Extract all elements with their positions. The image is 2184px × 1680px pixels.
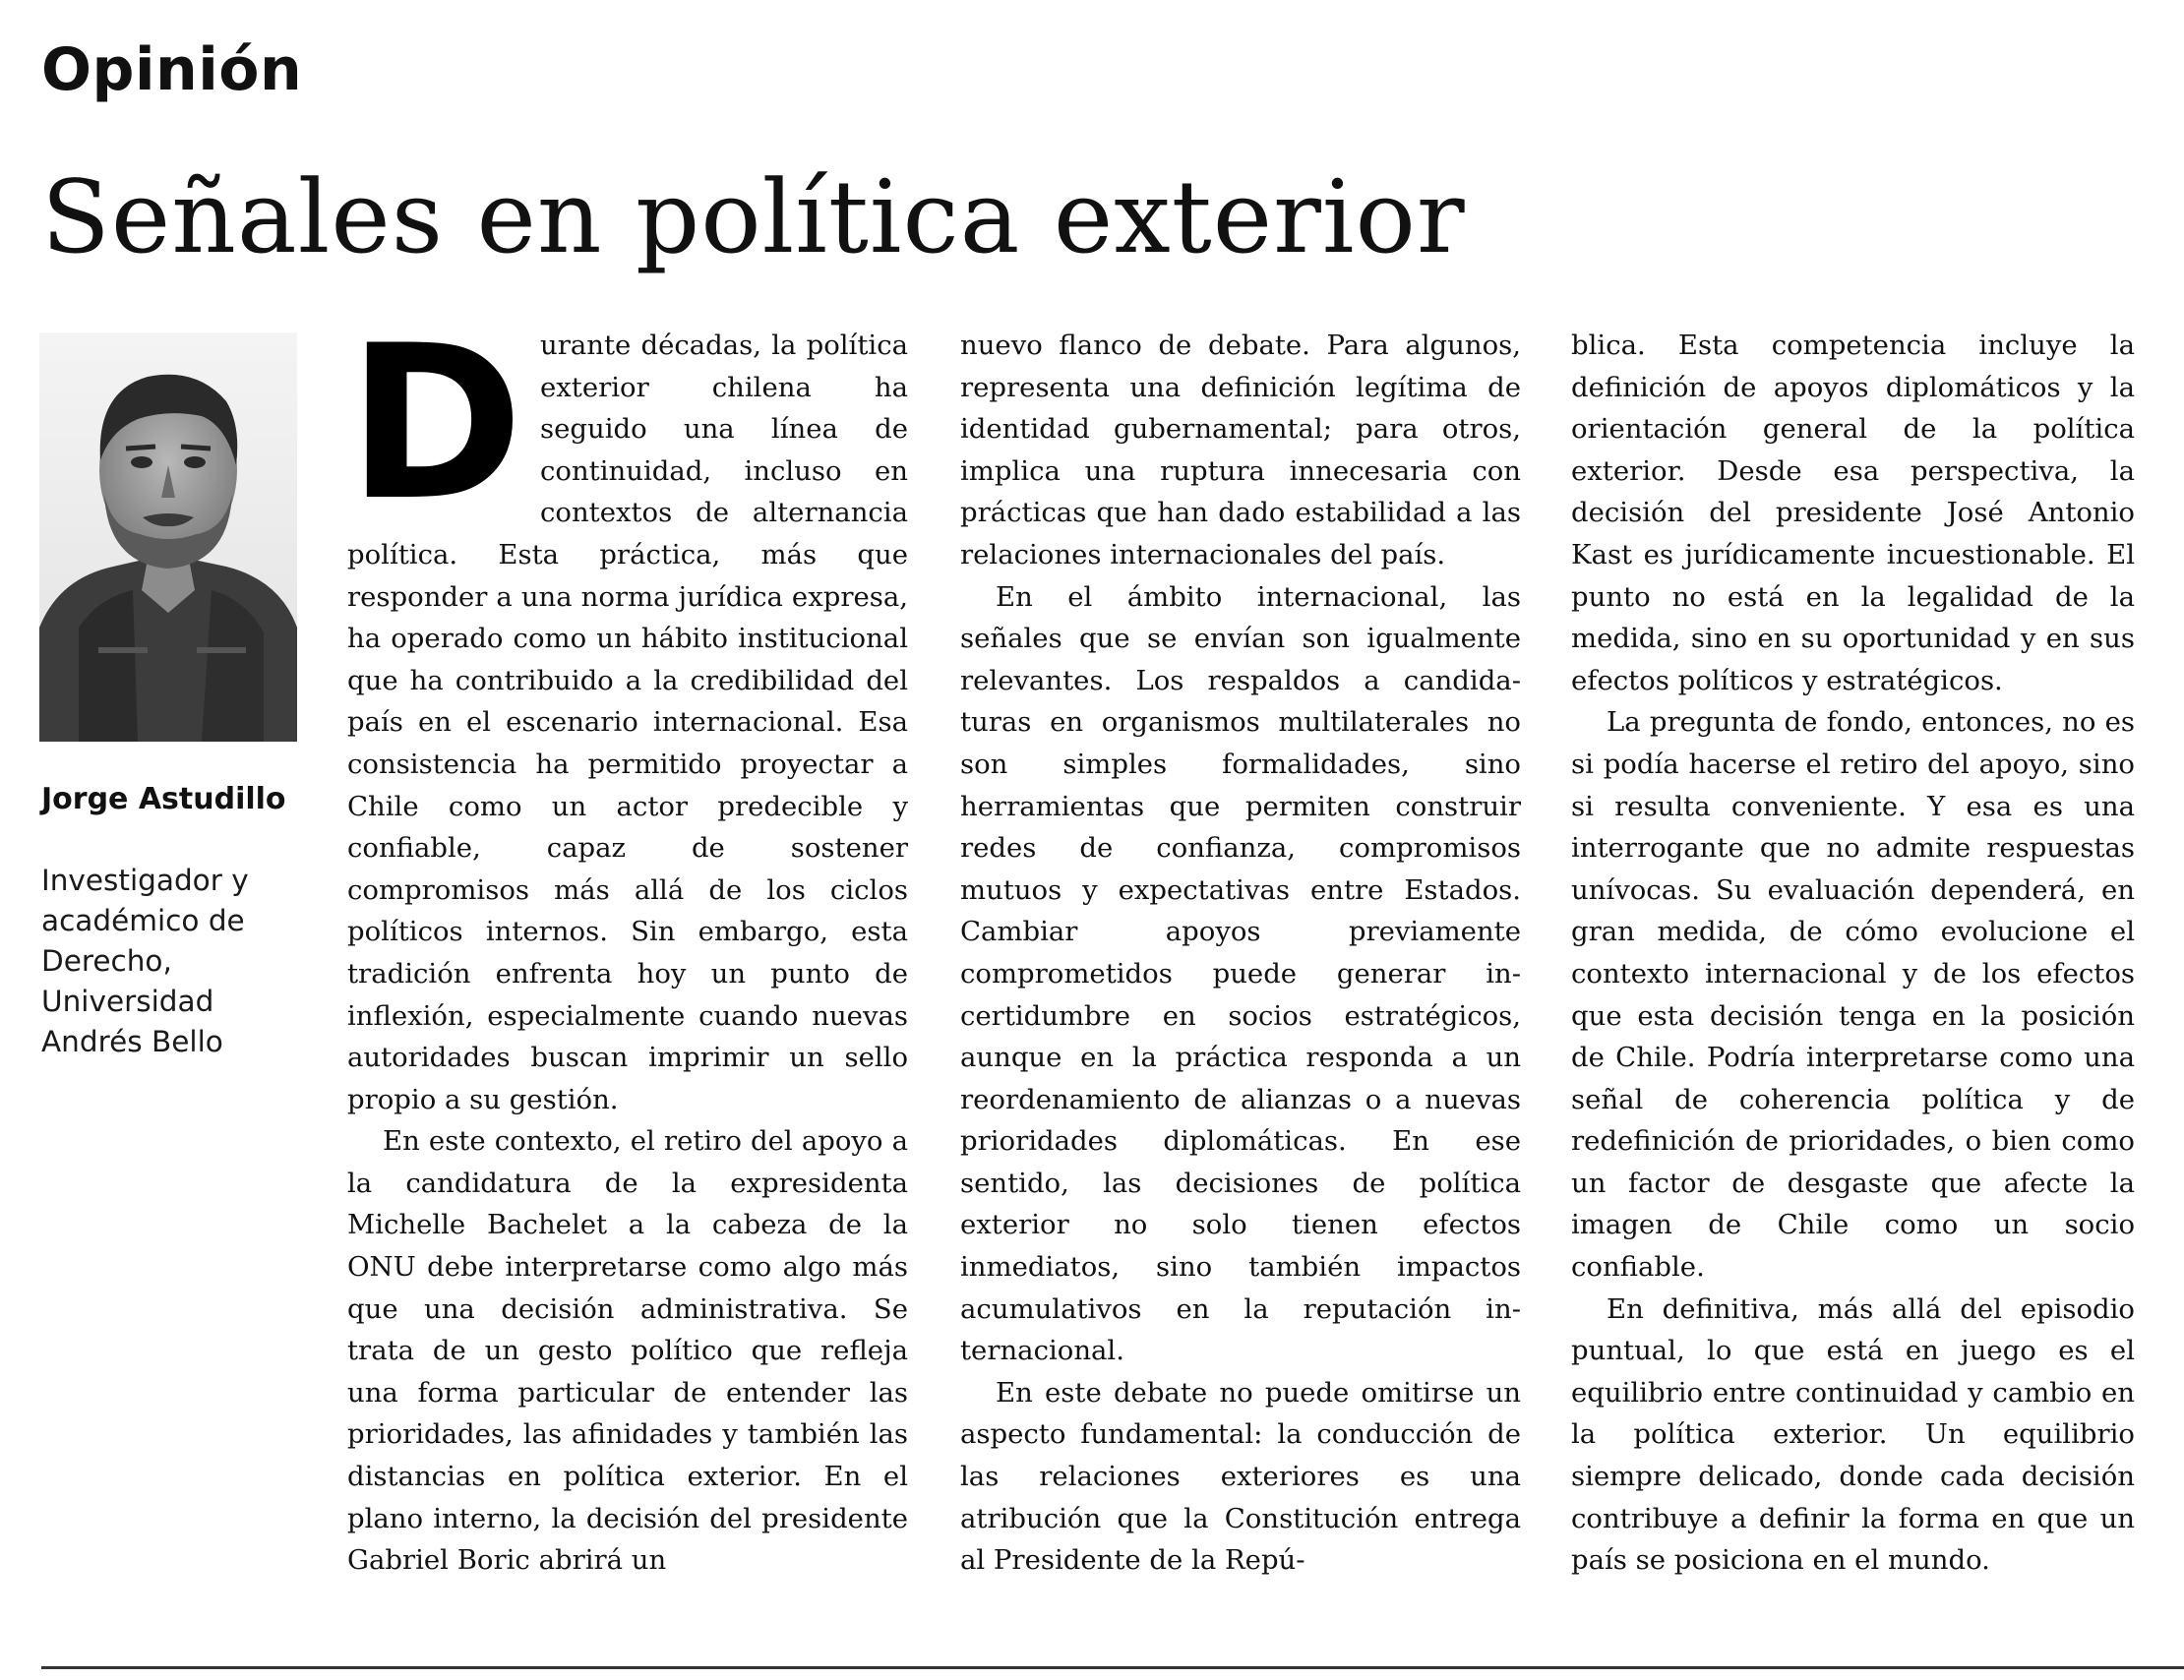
paragraph-3: En el ámbito internacional, las señales que se envían son igualmente relevantes. Los respaldos a candidaturas en organismos multilaterales no son simples formalidades, sino herramientas que permiten construir redes de confianza, compromisos mutuos y expectativas entre Estados. Cambiar apoyos previamente comprometidos puede generar incertidumbre en socios estratégicos, aunque en la práctica responda a un reordenamiento de alianzas o a nuevas prioridades diplomáticas. En ese sentido, las decisiones de política exterior no solo tienen efectos inmediatos, sino también impactos acumulativos en la reputación internacional. — [960, 580, 1521, 1367]
paragraph-2: En este contexto, el retiro del apoyo a la candidatura de la expresidenta Michelle Bachelet a la cabeza de la ONU debe interpretarse como algo más que una decisión administrativa. Se trata de un gesto político que refleja una forma particular de entender las prioridades, las afinidades y también las distancias en política exterior. En el plano interno, la decisión del presidente Gabriel Boric abrirá un — [347, 1125, 908, 1577]
article-column-3 — [1571, 325, 2135, 1582]
section-label: Opinión — [41, 35, 303, 104]
paragraph-4: En este debate no puede omitirse un aspecto fundamental: la conducción de las relaciones exteriores es una atribución que la Constitución entrega al Presidente de la Repú- — [960, 1376, 1521, 1577]
article-column-2 — [960, 325, 1521, 1582]
article-column-1 — [347, 300, 908, 1582]
paragraph-1 — [347, 300, 908, 1120]
paragraph-4-continued: blica. Esta competencia incluye la definición de apoyos diplomáticos y la orientación general de la política exterior. Desde esa perspectiva, la decisión del presidente José Antonio Kast es jurídicamente incuestionable. El punto no está en la legalidad de la medida, sino en su oportunidad y en sus efectos políticos y estratégicos. — [1571, 330, 2135, 696]
author-portrait-icon — [39, 332, 297, 742]
author-role: Investigador y académico de Derecho, Universidad Andrés Bello — [41, 864, 249, 1058]
headline: Señales en política exterior — [41, 159, 1466, 276]
drop-cap: D — [347, 300, 524, 547]
bottom-divider — [41, 1666, 2184, 1669]
paragraph-2-continued: nuevo flanco de debate. Para algunos, representa una definición legítima de identidad gubernamental; para otros, implica una ruptura innecesaria con prácticas que han dado estabilidad a las relaciones internacionales del país. — [960, 330, 1521, 570]
author-name: Jorge Astudillo — [41, 782, 286, 816]
paragraph-6: En definitiva, más allá del episodio puntual, lo que está en juego es el equilibrio entre continuidad y cambio en la política exterior. Un equilibrio siempre delicado, donde cada decisión contribuye a definir la forma en que un país se posiciona en el mundo. — [1571, 1292, 2135, 1577]
paragraph-1-text: urante décadas, la política exterior chilena ha seguido una línea de continuidad, incluso en contextos de alternancia política. Esta práctica, más que responder a una norma jurídica expresa, ha operado como un hábito institucional que ha contribuido a la credibilidad del país en el escenario internacional. Esa consistencia ha permitido proyectar a Chile como un actor predecible y confiable, capaz de sostener compromisos más allá de los ciclos políticos internos. Sin embargo, esta tradición enfrenta hoy un punto de inflexión, especialmente cuando nuevas autoridades buscan imprimir un sello propio a su gestión. — [347, 330, 908, 1115]
paragraph-5: La pregunta de fondo, entonces, no es si podía hacerse el retiro del apoyo, sino si resulta conveniente. Y esa es una interrogante que no admite respuestas unívocas. Su evaluación dependerá, en gran medida, de cómo evolucione el contexto internacional y de los efectos que esta decisión tenga en la posición de Chile. Podría interpretarse como una señal de coherencia política y de redefinición de prioridades, o bien como un factor de desgaste que afecte la imagen de Chile como un socio confiable. — [1571, 706, 2135, 1284]
author-photo — [39, 332, 297, 742]
